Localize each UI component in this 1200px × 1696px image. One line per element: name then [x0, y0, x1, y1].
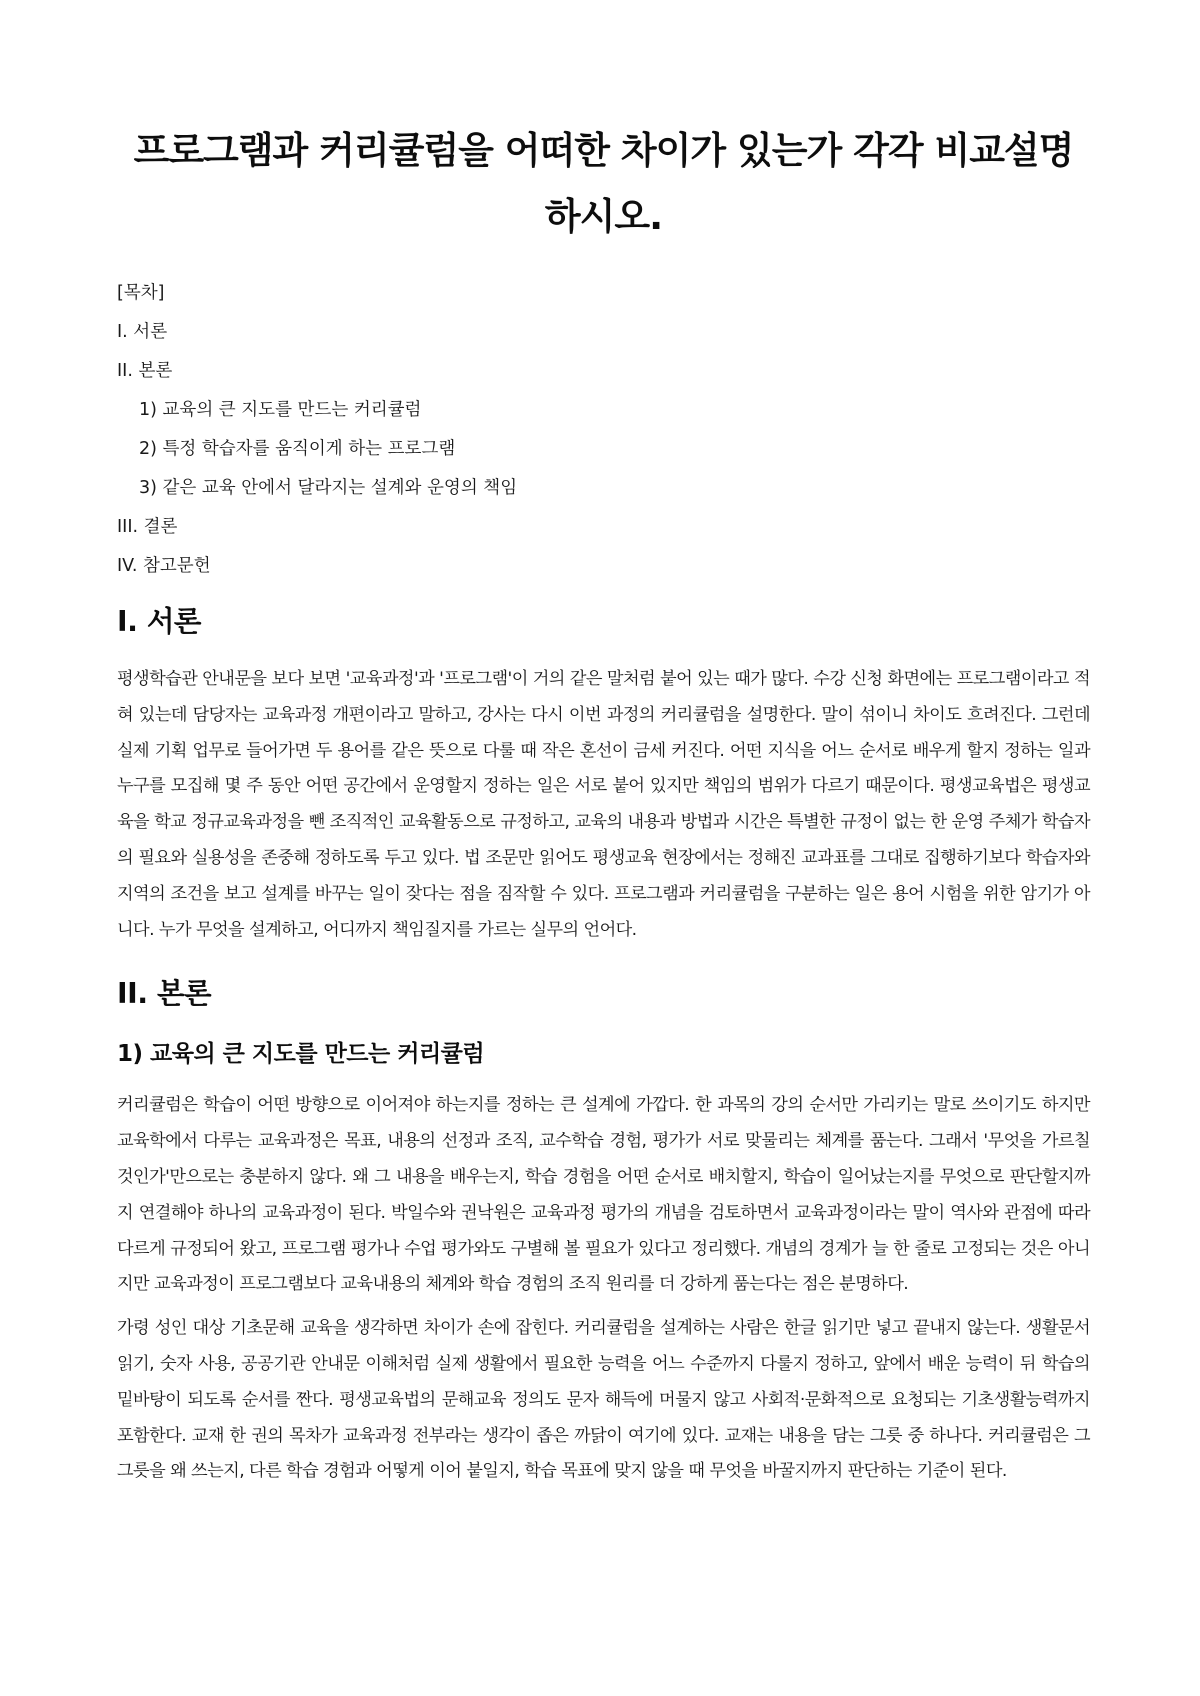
subsection-heading-curriculum: 1) 교육의 큰 지도를 만드는 커리큘럼: [117, 1041, 485, 1068]
intro-paragraph: 평생학습관 안내문을 보다 보면 '교육과정'과 '프로그램'이 거의 같은 말처럼 붙어 있는 때가 많다. 수강 신청 화면에는 프로그램이라고 적혀 있는데 담당자는 교육과정 개편이라고 말하고, 강사는 다시 이번 과정의 커리큘럼을 설명한다. 말이 섞이니 차이도 흐려진다. 그런데 실제 기획 업무로 들어가면 두 용어를 같은 뜻으로 다룰 때 작은 혼선이 금세 커진다. 어떤 지식을 어느 순서로 배우게 할지 정하는 일과 누구를 모집해 몇 주 동안 어떤 공간에서 운영할지 정하는 일은 서로 붙어 있지만 책임의 범위가 다르기 때문이다. 평생교육법은 평생교육을 학교 정규교육과정을 뺀 조직적인 교육활동으로 규정하고, 교육의 내용과 방법과 시간은 특별한 규정이 없는 한 운영 주체가 학습자의 필요와 실용성을 존중해 정하도록 두고 있다. 법 조문만 읽어도 평생교육 현장에서는 정해진 교과표를 그대로 집행하기보다 학습자와 지역의 조건을 보고 설계를 바꾸는 일이 잦다는 점을 짐작할 수 있다. 프로그램과 커리큘럼을 구분하는 일은 용어 시험을 위한 암기가 아니다. 누가 무엇을 설계하고, 어디까지 책임질지를 가르는 실무의 언어다.: [117, 669, 1090, 940]
curriculum-paragraph-2: 가령 성인 대상 기초문해 교육을 생각하면 차이가 손에 잡힌다. 커리큘럼을 설계하는 사람은 한글 읽기만 넣고 끝내지 않는다. 생활문서 읽기, 숫자 사용, 공공기관 안내문 이해처럼 실제 생활에서 필요한 능력을 어느 수준까지 다룰지 정하고, 앞에서 배운 능력이 뒤 학습의 밑바탕이 되도록 순서를 짠다. 평생교육법의 문해교육 정의도 문자 해득에 머물지 않고 사회적·문화적으로 요청되는 기초생활능력까지 포함한다. 교재 한 권의 목차가 교육과정 전부라는 생각이 좁은 까닭이 여기에 있다. 교재는 내용을 담는 그릇 중 하나다. 커리큘럼은 그 그릇을 왜 쓰는지, 다른 학습 경험과 어떻게 이어 붙일지, 학습 목표에 맞지 않을 때 무엇을 바꿀지까지 판단하는 기준이 된다.: [117, 1318, 1090, 1482]
table-of-contents: [117, 282, 1090, 577]
section-heading-intro: I. 서론: [117, 605, 201, 638]
toc-item-intro: I. 서론: [117, 322, 168, 342]
toc-item-body-3: 3) 같은 교육 안에서 달라지는 설계와 운영의 책임: [139, 478, 518, 498]
toc-item-references: IV. 참고문헌: [117, 556, 211, 576]
toc-item-body-2: 2) 특정 학습자를 움직이게 하는 프로그램: [139, 439, 456, 459]
toc-item-body: II. 본론: [117, 361, 173, 381]
section-heading-body: II. 본론: [117, 977, 212, 1011]
document-title: 프로그램과 커리큘럼을 어떠한 차이가 있는가 각각 비교설명하시오.: [133, 129, 1074, 238]
toc-label: [목차]: [117, 283, 165, 303]
curriculum-paragraph-1: 커리큘럼은 학습이 어떤 방향으로 이어져야 하는지를 정하는 큰 설계에 가깝다. 한 과목의 강의 순서만 가리키는 말로 쓰이기도 하지만 교육학에서 다루는 교육과정은 목표, 내용의 선정과 조직, 교수학습 경험, 평가가 서로 맞물리는 체계를 품는다. 그래서 '무엇을 가르칠 것인가'만으로는 충분하지 않다. 왜 그 내용을 배우는지, 학습 경험을 어떤 순서로 배치할지, 학습이 일어났는지를 무엇으로 판단할지까지 연결해야 하나의 교육과정이 된다. 박일수와 권낙원은 교육과정 평가의 개념을 검토하면서 교육과정이라는 말이 역사와 관점에 따라 다르게 규정되어 왔고, 프로그램 평가나 수업 평가와도 구별해 볼 필요가 있다고 정리했다. 개념의 경계가 늘 한 줄로 고정되는 것은 아니지만 교육과정이 프로그램보다 교육내용의 체계와 학습 경험의 조직 원리를 더 강하게 품는다는 점은 분명하다.: [117, 1095, 1090, 1295]
toc-item-body-1: 1) 교육의 큰 지도를 만드는 커리큘럼: [139, 400, 422, 420]
toc-item-conclusion: III. 결론: [117, 517, 178, 537]
